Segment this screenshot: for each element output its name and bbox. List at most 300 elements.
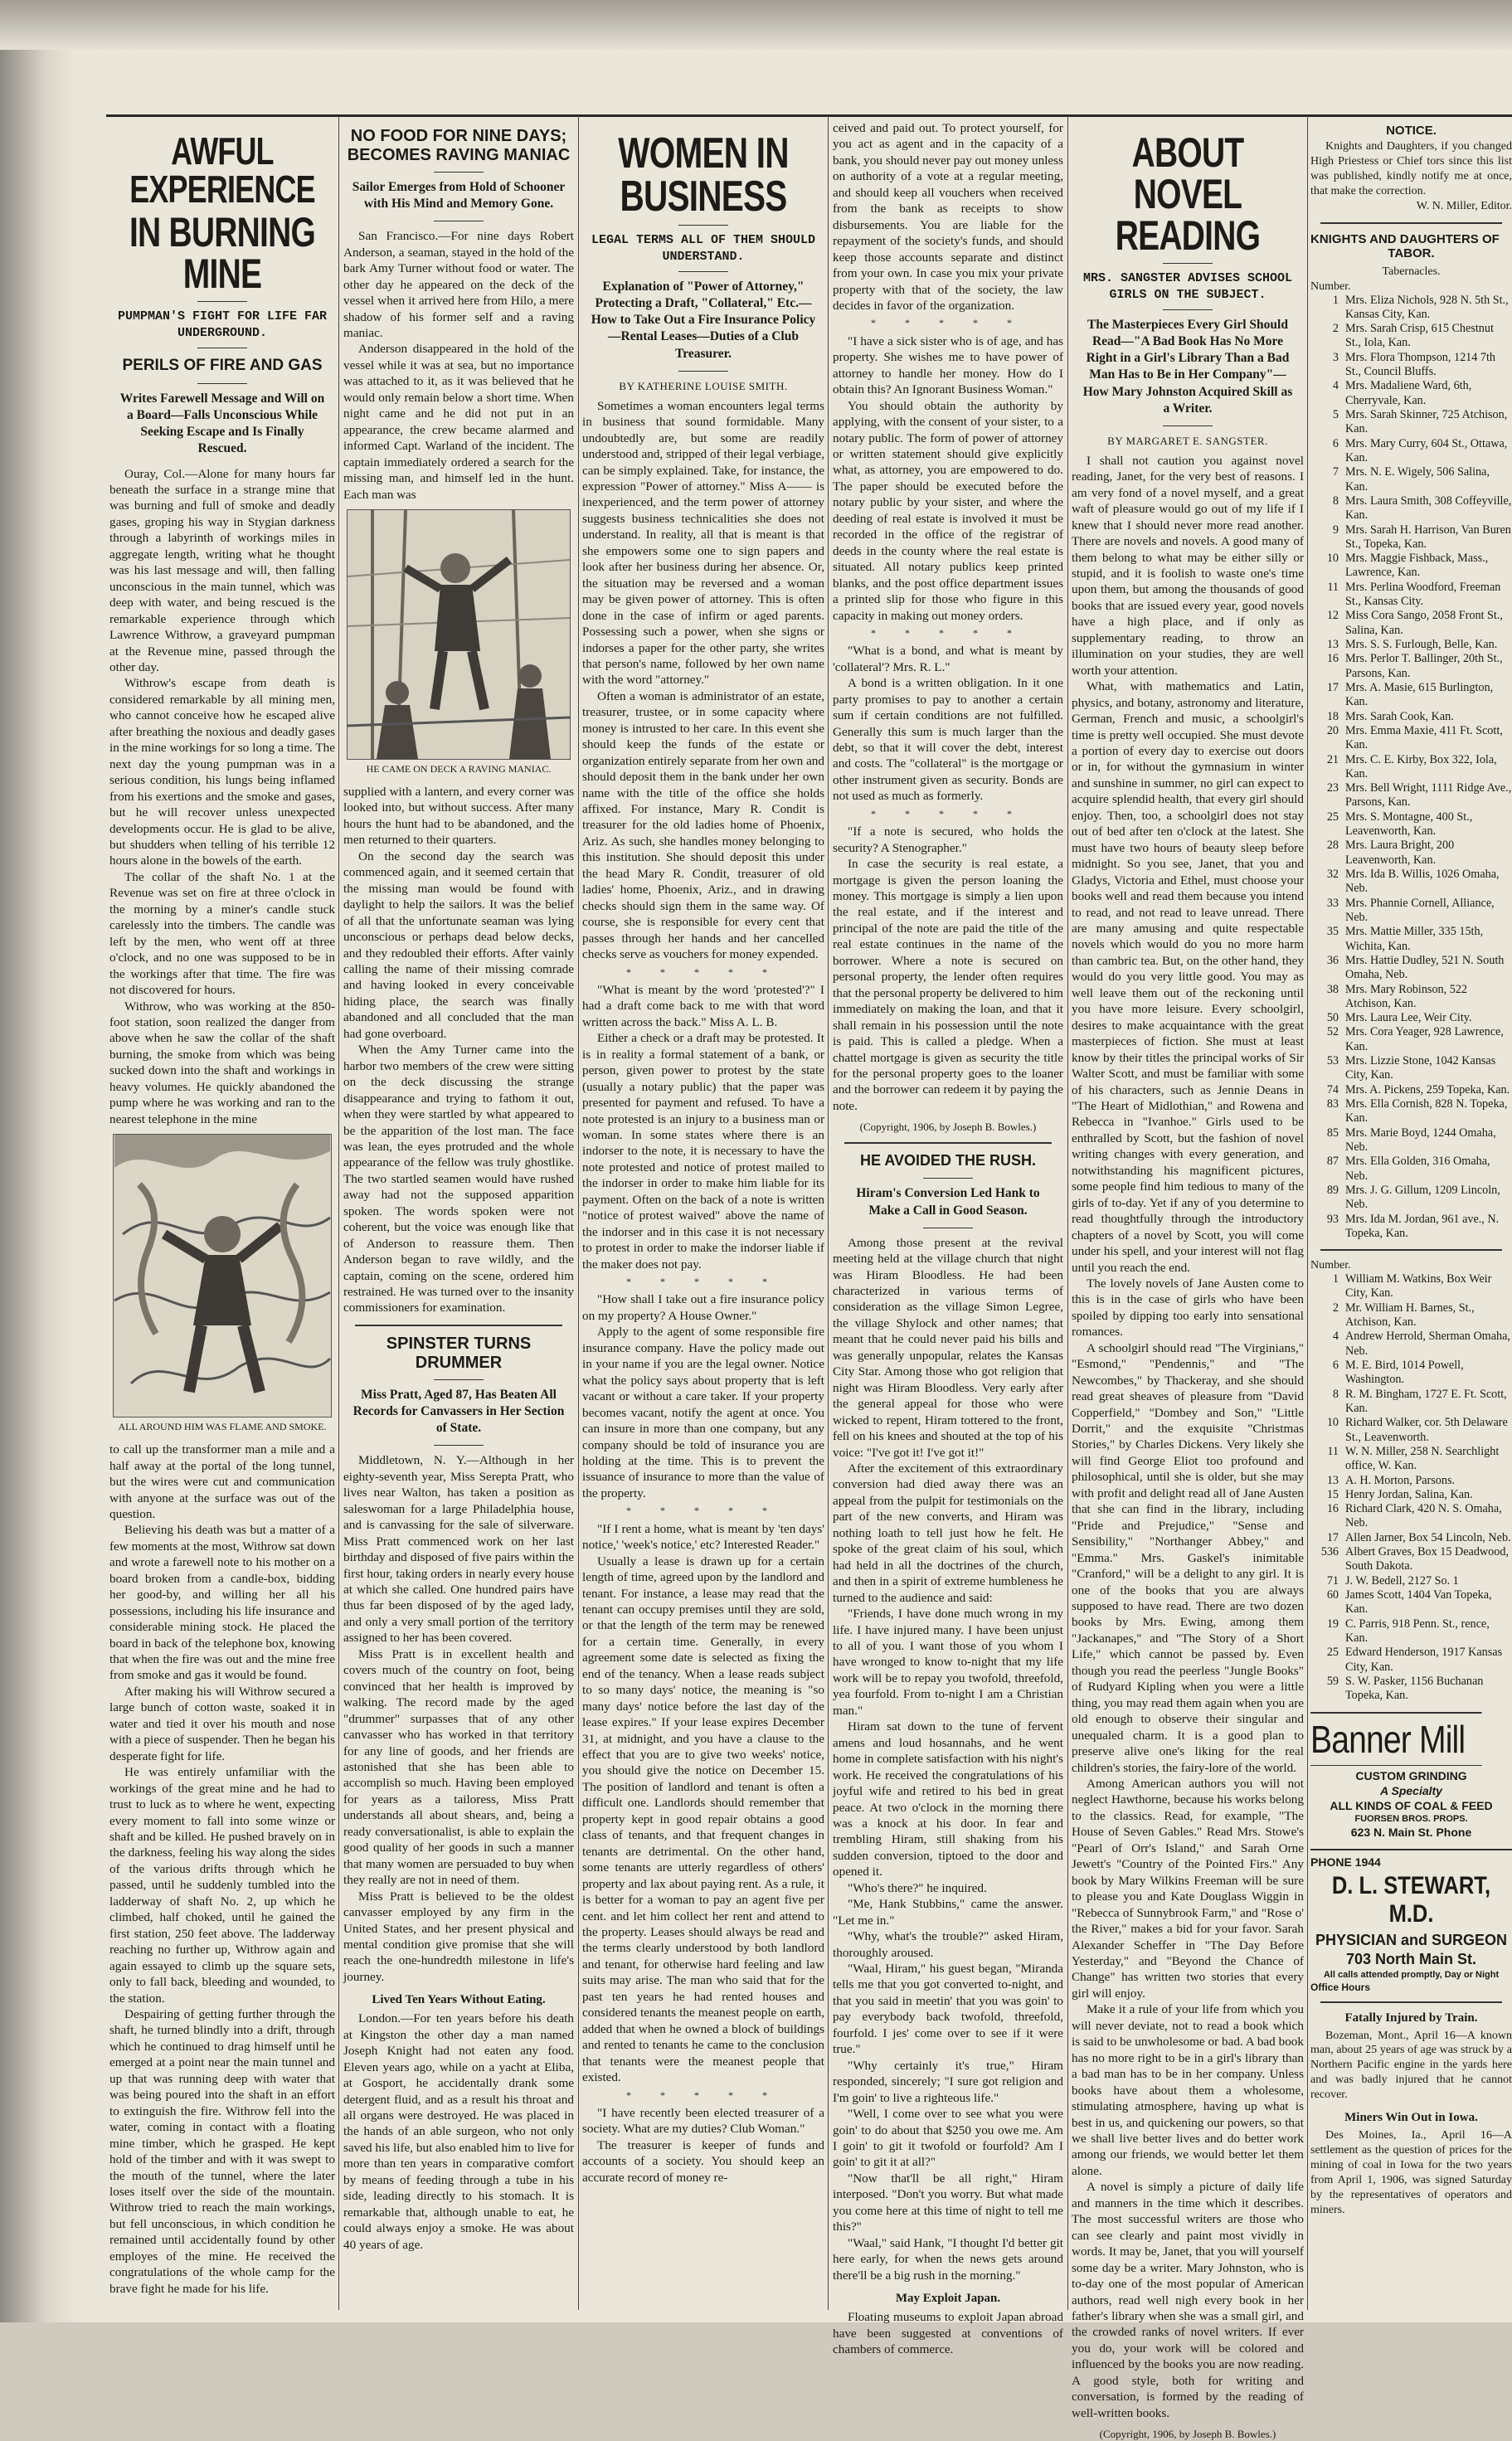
list-item-text: Mrs. J. G. Gillum, 1209 Lincoln, Neb. [1345,1183,1500,1212]
list-item-number: 25 [1326,1646,1339,1660]
list-item-text: Andrew Herrold, Sherman Omaha, Neb. [1345,1330,1510,1358]
headline: AWFUL EXPERIENCE [129,129,315,211]
paragraph: On the second day the search was commenced again, and it seemed certain that the missing man would be found with daylight to help the sailors. It was the belief of all that the unfortunate seaman was lying unconscious or perhaps dead below decks, and they redoubled their efforts. After vainly calling the name of their missing comrade and having looked in every conceivable hiding place, the search was finally abandoned and all concluded that the man had gone overboard. [343,849,574,1041]
divider [355,1325,562,1326]
list-item-text: Edward Henderson, 1917 Kansas City, Kan. [1345,1646,1503,1674]
divider [197,383,247,384]
list-item-text: Mrs. Cora Yeager, 928 Lawrence, Kan. [1345,1025,1504,1053]
list-item-text: Mrs. Laura Bright, 200 Leavenworth, Kan. [1345,839,1455,867]
subheadline: PUMPMAN'S FIGHT FOR LIFE FAR UNDERGROUND. [117,309,328,340]
list-item-text: Mrs. Marie Boyd, 1244 Omaha, Neb. [1345,1126,1496,1154]
paragraph: He was entirely unfamiliar with the workings of the great mine and he had to trust to luck as to where he went, expecting every moment to fall into some winze or shaft and be killed. He pushed bravely on in the darkness, feeling his way along the sides of the various drifts through which he passed, until he suddenly tumbled into the ladderway of shaft No. 2, up which he climbed, half choked, until he gained the first station, 250 feet above. The ladderway reaching no further up, Withrow again and again essayed to climb up the square sets, only to fall back, bleeding and wounded, to the station. [109,1765,335,2006]
list-item [1310,351,1512,380]
list-item-number: 536 [1320,1545,1339,1559]
phone-number: PHONE 1944 [1310,1855,1381,1869]
paragraph: Miss Pratt is believed to be the oldest canvasser employed by any firm in the United States, and her present physical and mental condition give promise that she will reach the one-hundredth milestone in life's journey. [343,1889,574,1984]
list-item [1310,322,1512,351]
headline: SPINSTER TURNS DRUMMER [386,1334,532,1372]
list-item-number: 4 [1332,379,1339,393]
list-item-number: 17 [1326,680,1339,694]
article-body [833,120,1063,1114]
page-top-edge [0,0,1512,50]
column-novel-reading [1072,120,1304,2441]
list-item-number: 17 [1326,1530,1339,1544]
list-item-text: Mrs. C. E. Kirby, Box 322, Iola, Kan. [1345,752,1497,780]
list-item-number: 1 [1332,293,1339,307]
list-item [1310,494,1512,523]
list-item-number: 53 [1326,1054,1339,1068]
list-item [1310,1126,1512,1155]
list-item-number: 32 [1326,868,1339,882]
list-item [1310,925,1512,954]
list-item-number: 36 [1326,953,1339,967]
list-item [1310,1617,1512,1646]
list-item [1310,954,1512,983]
list-item-text: Mrs. Eliza Nichols, 928 N. 5th St., Kansas City, Kan. [1345,293,1509,321]
paragraph: A novel is simply a picture of daily life and manners in the time which it describes. The most successful writers are those who can see clearly and paint most vividly in words. It may be, Janet, that you will yourself some day be a writer. Mary Johnston, who is to-day one of the most popular of American authors, read well nigh every book in her father's library when she was a small girl, and the crowded ranks of novel writers. If ever you do, your work will be colored and influenced by the books you are now reading. A good style, both for writing and conversation, is formed by the reading of well-written books. [1072,2180,1304,2420]
number-label: Number. [1310,1259,1351,1272]
list-item [1310,753,1512,782]
paragraph: In case the security is real estate, a mortgage is given the person loaning the money. This mortgage is simply a lien upon the real estate, and if the interest and principal of the note are paid the title of the real estate continues in the name of the borrower. Where a note is secured on personal property, the lender often requires that the personal property be delivered to him immediately on making the loan, and that it shall remain in his possession until the note is paid. This is called a pledge. When a chattel mortgage is given as security the title for the personal property goes to the loaner and the borrower can redeem it by paying the note. [833,857,1063,1113]
subheadline-2: PERILS OF FIRE AND GAS [122,357,323,374]
paragraph: Hiram sat down to the tune of fervent amens and loud hosannahs, and he went home in complete satisfaction with his night's work. He received the congratulations of his joyful wife and retired to his bed in great peace. At two o'clock in the morning there was a knock at his door. In fear and trembling Hiram, still shaking from his sudden conversion, tiptoed to the door and opened it. [833,1719,1063,1879]
article-headline: Miners Win Out in Iowa. [1344,2111,1478,2125]
article-body [833,1235,1063,2283]
divider [1320,1249,1502,1251]
list-item-number: 93 [1326,1212,1339,1226]
section-break: * * * * * [871,807,1025,819]
list-item-text: J. W. Bedell, 2127 So. 1 [1345,1573,1459,1588]
list-item-number: 50 [1326,1011,1339,1025]
list-item [1310,810,1512,839]
list-item-number: 71 [1326,1573,1339,1588]
headline: HE AVOIDED THE RUSH. [859,1152,1037,1169]
list-item-number: 21 [1326,752,1339,766]
article-body [109,466,335,1128]
paragraph: "I have recently been elected treasurer of a society. What are my duties? Club Woman." [582,2105,824,2137]
list-item-text: Mrs. Laura Lee, Weir City. [1345,1011,1472,1025]
divider [434,172,484,173]
divider [434,1445,484,1446]
paragraph: Apply to the agent of some responsible fire insurance company. Have the policy made out in your name if you are the legal owner. Notice what the policy says about property that is left vacant or without a care taker. If your property becomes vacant, notify the agent at once. You can insure in more than one company, but any company should be told of insurance you are holding at the time. This is to prevent the issuance of insurance to more than the value of the property. [582,1325,824,1500]
banner-mill-ad-title: Banner Mill [1310,1712,1482,1766]
list-item [1310,1083,1512,1097]
list-item [1310,710,1512,724]
paragraph: When the Amy Turner came into the harbor two members of the crew were sitting on the deck discussing the strange disappearance and trying to fathom it out, when they were startled by what appeared to be the apparition of the lost man. The face was lean, the eyes protruded and the whole appearance of the fellow was truly ghostlike. The two startled seamen would have rushed away had not the supposed apparition spoken. The words spoken were not coherent, but the voice was enough like that of Anderson to reassure them. Then Anderson began to rave wildly, and the captain, coming on the scene, ordered him restrained. He was turned over to the insanity commissioners for examination. [343,1043,574,1315]
paragraph: "Friends, I have done much wrong in my life. I have injured many. I have been unjust to all of you. I want those of you whom I have wronged to know to-night that my life work will be to repay you twofold, threefold, yea fourfold. From to-night I am a Christian man." [833,1607,1063,1718]
list-item-text: Mrs. Bell Wright, 1111 Ridge Ave., Parsons, Kan. [1345,781,1512,810]
column-women-in-business [582,120,824,2306]
column-mine-story [109,120,335,2306]
section-break: * * * * * [626,1505,780,1517]
list-item [1310,652,1512,681]
list-item [1310,1416,1512,1445]
list-item-number: 20 [1326,723,1339,737]
list-item-number: 10 [1326,552,1339,566]
paragraph: Make it a rule of your life from which you will never deviate, not to read a book which is said to be unwholesome or bad. A bad book has no more right to be in a girl's library than a bad man has to be in her company. Unless books have about them a wholesome, stimulating atmosphere, having up what is best in us, and quickening our powers, so that we shall live better lives and do better work among our friends, we would better let them alone. [1072,2002,1304,2178]
article-body [343,1452,574,1985]
paragraph: Bozeman, Mont., April 16—A known man, about 25 years of age was struck by a Northern Pacific engine in the yards here and was badly injured that he cannot recover. [1310,2029,1512,2102]
subheadline: MRS. SANGSTER ADVISES SCHOOL GIRLS ON THE SUBJECT. [1082,271,1293,302]
list-item-text: Mrs. Sarah H. Harrison, Van Buren St., Topeka, Kan. [1345,523,1511,551]
number-label: Number. [1310,280,1351,293]
paragraph: Floating museums to exploit Japan abroad have been suggested at conventions of chambers of commerce. [833,2310,1063,2356]
list-item-number: 2 [1332,322,1339,336]
article-body [833,2309,1063,2357]
divider [678,371,728,372]
list-item-number: 13 [1326,1473,1339,1487]
list-item-text: Mrs. A. Masie, 615 Burlington, Kan. [1345,680,1494,709]
paragraph: Among those present at the revival meeting held at the village church that night was Hiram Bloodless. He had been characterized in various terms of consideration as the village Simon Legree, the village Shylock and other names; that meant that he could never paid his bills and was generally unpopular, relates the Kansas City Star. Among those who got religion that night was Hiram Bloodless. Very early after the general appeal for those who were wicked to repent, Hiram tottered to the front, fell on his knees and shouted at the top of his voice: "I've got it! I've got it!" [833,1235,1063,1460]
subheadline: LEGAL TERMS ALL OF THEM SHOULD UNDERSTAND. [591,233,816,264]
divider [1320,222,1502,224]
article-body [582,398,824,2186]
doctor-title: PHYSICIAN and SURGEON [1315,1931,1508,1948]
list-item-text: Mrs. Perlina Woodford, Freeman St., Kansas City. [1345,580,1501,609]
list-item [1310,1330,1512,1359]
list-item-number: 10 [1326,1416,1339,1430]
list-item [1310,1054,1512,1083]
deck: Sailor Emerges from Hold of Schooner with His Mind and Memory Gone. [352,180,566,212]
divider [197,301,247,302]
paragraph: "Who's there?" he inquired. [848,1880,987,1895]
article-body [343,2011,574,2253]
list-item-number: 16 [1326,1502,1339,1516]
column-sailor-story [343,120,574,2306]
paragraph: The treasurer is keeper of funds and accounts of a society. You should keep an accurate record of money re- [582,2137,824,2185]
headline: ABOUT NOVEL READING [1115,129,1261,259]
article-body [343,228,574,503]
list-item-number: 85 [1326,1126,1339,1140]
list-item-number: 4 [1332,1330,1339,1344]
copyright-line: (Copyright, 1906, by Joseph B. Bowles.) [859,1121,1037,1134]
paragraph: Withrow, who was working at the 850-foot station, soon realized the danger from above when he saw the collar of the shaft burning, the smoke from which was being sucked down into the shaft and workings in heavy volumes. He quickly abandoned the pump where he was working and ran to the nearest telephone in the mine [109,999,335,1126]
list-item-text: Richard Clark, 420 N. S. Omaha, Neb. [1345,1502,1502,1530]
list-item-text: Mrs. Ella Golden, 316 Omaha, Neb. [1345,1155,1490,1183]
list-item [1310,724,1512,753]
tabernacle-list [1310,294,1512,1242]
list-item-number: 59 [1326,1674,1339,1688]
list-item [1310,1388,1512,1417]
list-item-text: Miss Cora Sango, 2058 Front St., Salina, Kan. [1345,609,1503,637]
list-item-number: 8 [1332,1387,1339,1401]
list-item-number: 52 [1326,1025,1339,1039]
list-item-number: 74 [1326,1082,1339,1097]
ad-line: CUSTOM GRINDING [1355,1768,1467,1782]
paragraph: "If I rent a home, what is meant by 'ten days' notice,' 'week's notice,' etc? Interested Reader." [582,1521,824,1553]
doctor-calls: All calls attended promptly, Day or Night [1323,1969,1500,1980]
page-left-edge [0,0,75,2322]
list-item-number: 60 [1326,1588,1339,1602]
paragraph: Ouray, Col.—Alone for many hours far beneath the surface in a strange mine that was burning and full of smoke and deadly gases, groping his way in Stygian darkness through a labyrinth of workings miles in aggregate length, writing what he thought was his last message and will, then falling unconscious in the main tunnel, which was deep with water, and being rescued is the remarkable experience through which Lawrence Withrow, a graveyard pumpman at the Revenue mine, passed through the other day. [109,466,335,674]
divider [1163,263,1213,264]
paragraph: Often a woman is administrator of an estate, treasurer, trustee, or in some capacity where money is intrusted to her care. In this event she should keep the funds of the estate or organization entirely separate from her own and should deposit them in the bank under her own name with the title of the office she holds affixed. For instance, Mary R. Condit is treasurer for the old ladies home of Phoenix, Ariz. As such, she handles money belonging to this institution. She should deposit this under the head Mary R. Condit, treasurer of old ladies' home, Phoenix, Ariz., and in drawing checks should sign them in the same way. Of course, she is responsible for every cent that passes through her hands and her cancelled checks serve as vouchers for money expended. [582,688,824,962]
list-item-text: Mrs. Flora Thompson, 1214 7th St., Council Bluffs. [1345,350,1496,379]
list-item-number: 8 [1332,494,1339,508]
list-item [1310,1588,1512,1617]
illustration-sailor-on-deck [347,509,571,760]
byline: BY MARGARET E. SANGSTER. [1107,434,1268,447]
article-headline: Lived Ten Years Without Eating. [372,1993,546,2007]
paragraph: "Now that'll be all right," Hiram interposed. "Don't you worry. But what made you come here at this time of night to tell me this?" [833,2171,1063,2234]
paragraph: Either a check or a draft may be protested. It is in reality a formal statement of a bank, or person, given power to protest by the state (usually a notary public) that the paper was presented for payment and refused. To have a note protested is an injury to a business man or woman. In some states where there is an indorser to the note, it is necessary to have the note protested and notice of protest mailed to the indorser in order to make him liable for its payment. Often on the back of a note is written "notice of protest waived" above the name of the indorser and in this case it is not necessary to protest in order to make the indorser liable if the maker does not pay. [582,1031,824,1272]
paragraph: After making his will Withrow secured a large bunch of cotton waste, soaked it in water and tied it over his mouth and nose with a piece of suspender. Then he began his desperate fight for life. [109,1684,335,1763]
list-item-text: Mrs. Madaliene Ward, 6th, Cherryvale, Kan. [1345,379,1472,407]
list-item-text: Mrs. Emma Maxie, 411 Ft. Scott, Kan. [1345,723,1503,752]
list-item-text: Mrs. S. S. Furlough, Belle, Kan. [1345,638,1498,652]
list-item-number: 11 [1327,1444,1339,1458]
list-item-number: 33 [1326,896,1339,910]
paragraph: Middletown, N. Y.—Although in her eighty-seventh year, Miss Serepta Pratt, who lives near Walton, has taken a position as saleswoman for a large Philadelphia house, and is canvassing for the sale of silverware. Miss Pratt commenced work on her last birthday and disposed of five pairs within the first hour, taking orders in nearly every house at which she called. One hundred pairs have thus far been disposed of by the aged lady, and only a very small portion of the territory assigned to her has been covered. [343,1453,574,1646]
list-item [1310,1646,1512,1675]
paragraph: You should obtain the authority by applying, with the consent of your sister, to a notary public. The form of power of attorney or written statement should give explicitly what, as attorney, you are empowered to do. The paper should be executed before the notary public by your sister, and where the deeding of real estate is involved it must be recorded in the office of the registrar of deeds in the county where the real estate is situated. All notary publics keep printed blanks, and the post office department issues a printed slip for those who figure in this capacity in making out money orders. [833,398,1063,623]
paragraph: Des Moines, Ia., April 16—A settlement as the question of prices for the mining of coal in Iowa for the two years from April 1, 1906, was signed Saturday by the representatives of operators and miners. [1310,2129,1512,2216]
article-headline: May Exploit Japan. [895,2292,1001,2306]
list-item-number: 35 [1326,925,1339,939]
list-item [1310,408,1512,437]
list-item-text: Albert Graves, Box 15 Deadwood, South Dakota. [1345,1545,1510,1573]
section-break: * * * * * [626,965,780,978]
deck: Hiram's Conversion Led Hank to Make a Call in Good Season. [856,1186,1040,1218]
list-item [1310,1474,1512,1488]
list-item-text: Mrs. Mary Curry, 604 St., Ottawa, Kan. [1345,436,1508,464]
list-item [1310,1213,1512,1242]
lodge-title-2: TABOR. [1388,246,1435,260]
paragraph: Usually a lease is drawn up for a certain length of time, agreed upon by the landlord and tenant. For instance, a lease may read that the tenant can occupy premises until they are sold, or that the length of the term may be renewed for a certain time. Generally, in every agreement some date is selected as fixing the end of the tenancy. When a lease reads subject to so many days' notice, the meaning is "so many days' notice before the last day of the lease expires." If your lease expires December 31, at midnight, and you have a clause to the effect that you are to give two weeks' notice, you should give the notice on December 15. The position of landlord and tenant is often a difficult one. Landlords should remember that property kept in good repair obtains a good class of tenants, and that frequent changes in tenants are detrimental. On the other hand, some tenants are utterly regardless of others' property and lax about paying rent. As a rule, it is better for a woman to pay an agent five per cent. and let him collect her rent and attend to the property. Leases should always be read and the terms clearly understood by both landlord and tenant, for otherwise hard feeling and law suits may arise. The man who said that for the past ten years he had rented houses and considered tenants the meanest people on earth, added that when he owned a block of buildings and rented to tenants he came to the conclusion that tenants were the meanest people that existed. [582,1554,824,2085]
list-item-text: Mrs. A. Pickens, 259 Topeka, Kan. [1345,1082,1510,1097]
list-item [1310,1011,1512,1025]
list-item [1310,552,1512,581]
list-item-text: Mrs. Ella Cornish, 828 N. Topeka, Kan. [1345,1097,1508,1126]
article-body [1310,2128,1512,2217]
paragraph: Withrow's escape from death is considered remarkable by all mining men, who cannot conceive how he escaped alive after breathing the noxious and deadly gases in the mine workings for so long a time. The next day the young pumpman was in a serious condition, his lungs being inflamed from his exertions and the smoke and gases, but he will recover unless unexpected developments occur. He is glad to be alive, but shudders when telling of his terrible 12 hours alone in the bowels of the earth. [109,676,335,868]
list-item-text: R. M. Bingham, 1727 E. Ft. Scott, Kan. [1345,1387,1507,1415]
paragraph: "If a note is secured, who holds the security? A Stenographer." [833,824,1063,855]
column-rule [1067,116,1068,2310]
list-item [1310,609,1512,638]
list-item-number: 83 [1326,1097,1339,1111]
paragraph: What, with mathematics and Latin, physics, and botany, astronomy and literature, German, French and music, a schoolgirl's time is pretty well occupied. She must devote a portion of every day to exercise out doors or in, for without the gymnasium in winter and sunshine in summer, no girl can expect to acquire splendid health, that every girl should enjoy. Then, too, a schoolgirl does not stay out of bed after ten o'clock at the latest. She must have two hours of beauty sleep before midnight. So you see, Janet, that you and Gladys, Victoria and Ethel, must choose your books well and read them because you intend to read, and not read to leave unread. There are many amusing and quite respectable novels which would do you no more harm than cambric tea. But, on the other hand, they would do you very little good. You may as well leave them out of the reckoning until you have more leisure. Every schoolgirl, desires to make acquaintance with the great masterpieces of fiction. She must at least know by their titles the principal works of Sir Walter Scott, and must be familiar with some of his characters, such as Jennie Deans in "The Heart of Midlothian," and Rowena and Rebecca in "Ivanhoe." Girls used to be enthralled by Scott, but the fashion of novel writing changes with every generation, and notwithstanding his magnificent pictures, some people find him tedious to many of the girls of to-day. Yet if any of you determine to read thoughtfully through the introductory chapters of a novel by Scott, you will come under his spell, and your interest will not flag until you reach the end. [1072,679,1304,1275]
list-item-text: Mrs. Laura Smith, 308 Coffeyville, Kan. [1345,494,1512,523]
list-item [1310,1272,1512,1301]
list-item [1310,294,1512,323]
list-item [1310,465,1512,494]
divider [434,1379,484,1380]
list-item-number: 18 [1326,709,1339,723]
list-item [1310,1574,1512,1588]
paragraph: A bond is a written obligation. In it one party promises to pay to another a certain sum if certain conditions are not fulfilled. Generally this sum is much larger than the debt, so that it will cover the debt, interest and costs. The "collateral" is the mortgage or other instrument given as security. Bonds are not used as much as formerly. [833,676,1063,804]
list-item [1310,523,1512,552]
list-item-text: Mrs. Sarah Cook, Kan. [1345,709,1454,723]
list-item-number: 7 [1332,465,1339,479]
list-item-text: Mrs. Mary Robinson, 522 Atchison, Kan. [1345,982,1468,1010]
list-item [1310,1545,1512,1574]
divider [678,271,728,272]
list-item-number: 25 [1326,810,1339,824]
doctor-address: 703 North Main St. [1345,1950,1477,1967]
list-item-number: 13 [1326,638,1339,652]
illustration-caption: HE CAME ON DECK A RAVING MANIAC. [366,762,552,775]
list-item [1310,1488,1512,1502]
paragraph: Miss Pratt is in excellent health and covers much of the country on foot, being convinced that her health is improved by walking. The record made by the aged "drummer" surpasses that of any other canvasser who has worked in that territory for any line of goods, and her friends are astonished that she has been able to accomplish so much. Having been employed for years as a tailoress, Miss Pratt understands all about shears, and, being a ready conversationalist, is able to explain the good quality of her goods in such a manner that many women are persuaded to buy when they really are not in need of them. [343,1646,574,1888]
illustration-caption: ALL AROUND HIM WAS FLAME AND SMOKE. [118,1421,327,1433]
list-item [1310,437,1512,466]
paragraph: After the excitement of this extraordinary conversion had died away there was an appeal from the pulpit for testimonials on the part of the new converts, and Hiram was nothing loath to tell just how he felt. He spoke of the great claim of his soul, which had held in all the doctrines of the church, and then in a spirit of extreme humbleness he turned to the audience and said: [833,1461,1063,1605]
list-item-number: 2 [1332,1301,1339,1315]
list-item [1310,781,1512,810]
article-body-continued [109,1442,335,2297]
paragraph: "Why, what's the trouble?" asked Hiram, thoroughly aroused. [833,1929,1063,1960]
notice-signature: W. N. Miller, Editor. [1416,199,1512,212]
list-item-text: Mrs. Sarah Crisp, 615 Chestnut St., Iola, Kan. [1345,322,1494,350]
list-item [1310,1675,1512,1704]
list-item [1310,1301,1512,1330]
list-item-text: M. E. Bird, 1014 Powell, Washington. [1345,1359,1464,1387]
knights-list [1310,1272,1512,1703]
deck: Writes Farewell Message and Will on a Board—Falls Unconscious While Seeking Escape and Is Finally Rescued. [119,391,325,456]
list-item-number: 3 [1332,350,1339,364]
notice-text [1310,139,1512,214]
list-item-number: 23 [1326,781,1339,795]
list-item-text: James Scott, 1404 Van Topeka, Kan. [1345,1588,1492,1617]
column-rule [1307,116,1308,2310]
ad-line: FUORSEN BROS. PROPS. [1354,1813,1468,1824]
paragraph: "I have a sick sister who is of age, and has property. She wishes me to have power of attorney to handle her money. How do I obtain this? An Ignorant Business Woman." [833,333,1063,397]
column-rule [578,116,579,2310]
list-item-number: 9 [1332,523,1339,537]
article-body [1072,453,1304,2421]
deck: Explanation of "Power of Attorney," Protecting a Draft, "Collateral," Etc.—How to Take Out a Fire Insurance Policy—Rental Leases—Duties of a Club Treasurer. [591,280,816,361]
list-item-text: Mrs. Phannie Cornell, Alliance, Neb. [1345,896,1495,924]
divider [1320,2001,1502,2003]
section-break: * * * * * [871,317,1025,329]
list-item [1310,1097,1512,1126]
ad-line: A Specialty [1380,1783,1442,1797]
office-hours: Office Hours [1310,1981,1371,1993]
list-item [1310,638,1512,652]
list-item [1310,983,1512,1012]
list-item [1310,379,1512,408]
article-body [1310,2029,1512,2103]
list-item-text: Mr. William H. Barnes, St., Atchison, Kan. [1345,1301,1475,1330]
paragraph: San Francisco.—For nine days Robert Anderson, a seaman, stayed in the hold of the bark Amy Turner without food or water. The other day he appeared on the deck of the vessel when it arrived here from Hilo, a mere shadow of his former self and a raving maniac. [343,229,574,340]
divider [923,1178,973,1179]
list-item-text: Henry Jordan, Salina, Kan. [1345,1487,1473,1501]
paragraph: Despairing of getting further through the shaft, he turned blindly into a drift, through which he continued to drag himself until he emerged at a point near the main tunnel and up that was running deep with water that was being poured into the shaft in an effort to extinguish the fire. Withrow fell into the water, coming in contact with a floating mine timber, which he grasped. He kept hold of the timber and with it was swept to the mouth of the tunnel, where the later loses itself over the side of the mountain. Withrow tried to reach the main workings, but fell unconscious, in which condition he remained until accidentally found by other employes of the mine. He received the congratulations of the whole camp for the brave fight he made for his life. [109,2007,335,2296]
paragraph: "Waal, Hiram," his guest began, "Miranda tells me that you got converted to-night, and that you said in meetin' that you was goin' to pay everybody back twofold, threefold, fourfold. I jes' come over to see if it were true." [833,1962,1063,2057]
list-item [1310,1155,1512,1184]
list-item-number: 11 [1327,580,1339,594]
list-item-text: Mrs. Perlor T. Ballinger, 20th St., Parsons, Kan. [1345,652,1503,680]
paragraph: "Me, Hank Stubbins," came the answer. "Let me in." [833,1897,1063,1928]
headline: WOMEN IN BUSINESS [618,129,789,221]
divider [678,225,728,226]
paragraph: Knights and Daughters, if you changed High Priestess or Chief tors since this list was published, kindly notify me at once, that make the correction. [1310,140,1512,197]
column-notices-and-ads [1310,120,1512,2306]
list-item-text: Mrs. Hattie Dudley, 521 N. South Omaha, Neb. [1345,953,1505,982]
list-item-text: Mrs. Mattie Miller, 335 15th, Wichita, Kan. [1345,925,1484,953]
list-item [1310,681,1512,710]
copyright-line: (Copyright, 1906, by Joseph B. Bowles.) [1099,2428,1276,2441]
ad-line: ALL KINDS OF COAL & FEED [1330,1798,1493,1812]
article-headline: Fatally Injured by Train. [1344,2011,1478,2025]
column-business-continued [833,120,1063,2356]
paragraph: supplied with a lantern, and every corner was looked into, but without success. After many hours the hunt had to be abandoned, and the men returned to their quarters. [343,784,574,848]
section-break: * * * * * [871,626,1025,639]
doctor-ad [1310,1849,1512,1993]
paragraph: The collar of the shaft No. 1 at the Revenue was set on fire at three o'clock in the morning by a miner's candle stuck carelessly into the timbers. The candle was left by the men, who went off at three o'clock, and no one was supposed to be in the workings after that time. The fire was not discovered for hours. [109,869,335,998]
list-item-text: Mrs. Maggie Fishback, Mass., Lawrence, Kan. [1345,552,1489,580]
list-item [1310,897,1512,926]
paragraph: ceived and paid out. To protect yourself, for you act as agent and in the capacity of a bank, you should never pay out money unless on authority of a vote at a regular meeting, and should keep all vouchers when received from the bank as receipts to show disbursements. You are liable for the repayment of the society's funds, and should keep those accounts separate and distinct from your own. In case you mix your private property with that of the society, the law decides in favor of the organization. [833,121,1063,313]
paragraph: "What is a bond, and what is meant by 'collateral'? Mrs. R. L." [833,644,1063,674]
list-item-text: Mrs. Ida M. Jordan, 961 ave., N. Topeka, Kan. [1345,1212,1500,1240]
paragraph: Sometimes a woman encounters legal terms in business that sound formidable. Many undoubtedly are, but some are readily understood and, stripped of their legal verbiage, can be simply explained. Take, for instance, the expression "Power of attorney." Miss A—— is inexperienced, and the term power of attorney suggests business technicalities she does not understand. In reality, all that is meant is that she empowers some one to sign papers and look after her business during her absence. Or, the situation may be reversed and a woman may be given power of attorney. This is often done in the case of infirm or aged parents. Possessing such a power, when she signs or indorses a paper for the other party, she writes that person's name, followed by her own name with the word "attorney." [582,398,824,688]
list-item [1310,1445,1512,1474]
list-item-number: 16 [1326,652,1339,666]
paragraph: "Why certainly it's true," Hiram responded, sincerely; "I sure got religion and I'm goin' to live a righteous life." [833,2058,1063,2105]
deck: The Masterpieces Every Girl Should Read—"A Bad Book Has No More Right in a Girl's Library Than a Bad Man Has to Be in Her Company"—How Mary Johnston Acquired Skill as a Writer. [1082,318,1293,416]
list-item [1310,1184,1512,1213]
list-item-number: 19 [1326,1617,1339,1631]
list-item-text: S. W. Pasker, 1156 Buchanan Topeka, Kan. [1345,1674,1484,1703]
paragraph: "Waal," said Hank, "I thought I'd better git here early, for when the news gets around there'll be a big rush in the morning." [833,2235,1063,2283]
section-label: Tabernacles. [1382,265,1441,278]
illustration-miner-in-flames [113,1134,332,1417]
list-item-number: 89 [1326,1183,1339,1197]
list-item-text: Allen Jarner, Box 54 Lincoln, Neb. [1345,1530,1511,1544]
paragraph: Believing his death was but a matter of a few moments at the most, Withrow sat down and wrote a farewell note to his mother on a board broken from a candle-box, bidding her good-by, and willing her all his possessions, including his life insurance and considerable mining stock. He placed the board in back of the telephone box, knowing that when the fire was out and the mine free from smoke and gas it would be found. [109,1523,335,1683]
list-item-number: 87 [1326,1155,1339,1169]
list-item-number: 12 [1326,609,1339,623]
list-item-number: 6 [1332,1359,1339,1373]
list-item-text: Richard Walker, cor. 5th Delaware St., Leavenworth. [1345,1416,1508,1444]
column-rule [828,116,829,2310]
section-break: * * * * * [626,1276,780,1288]
column-rule [338,116,339,2310]
paragraph: "Well, I come over to see what you were goin' to do about that $250 you owe me. Am I goin' to git it twofold or fourfold? Am I goin' to git it at all?" [833,2107,1063,2170]
list-item-number: 15 [1326,1487,1339,1501]
ad-line: 623 N. Main St. Phone [1350,1825,1472,1839]
lodge-title: KNIGHTS AND DAUGHTERS OF [1310,231,1500,246]
list-item-text: C. Parris, 918 Penn. St., rence, Kan. [1345,1617,1490,1645]
list-item-number: 5 [1332,408,1339,422]
paragraph: Anderson disappeared in the hold of the vessel while it was at sea, but no importance was attached to it, as it was believed that he would only remain below a short time. When night came and he did not put in an appearance, the crew became alarmed and informed Capt. Warland of the incident. The captain immediately ordered a search for the missing man, and himself led in the hunt. Each man was [343,342,574,502]
list-item [1310,1531,1512,1545]
list-item [1310,868,1512,897]
list-item-text: Mrs. S. Montagne, 400 St., Leavenworth, Kan. [1345,810,1473,839]
list-item-text: Mrs. N. E. Wigely, 506 Salina, Kan. [1345,465,1490,494]
list-item-number: 6 [1332,436,1339,450]
paragraph: The lovely novels of Jane Austen come to this is in the case of girls who have been spoiled by dipping too early into sensational romances. [1072,1276,1304,1340]
paragraph: "What is meant by the word 'protested'?" I had a draft come back to me with that word written across the back." Miss A. L. B. [582,982,824,1029]
list-item [1310,1502,1512,1531]
headline-line-2: IN BURNING MINE [129,209,316,297]
top-rule [106,114,1512,117]
list-item [1310,581,1512,610]
list-item-text: Mrs. Ida B. Willis, 1026 Omaha, Neb. [1345,868,1500,896]
divider [1163,309,1213,310]
paragraph: I shall not caution you against novel reading, Janet, for the very best of reasons. I am very fond of a novel myself, and a great waft of pleasure would go out of my life if I knew that I should never more read another. There are novels and novels. A good many of them belong to what may be either silly or stupid, and it is foolish to waste one's time upon them, but among the thousands of good books that are issued every year, good novels have a high place, and if only as supplementary reading, to throw an illumination on your studies, they are well worth your attention. [1072,453,1304,678]
list-item-number: 1 [1332,1272,1339,1286]
list-item-text: William M. Watkins, Box Weir City, Kan. [1345,1272,1492,1301]
notice-title: NOTICE. [1386,124,1437,138]
list-item [1310,1025,1512,1054]
list-item-text: Mrs. Sarah Skinner, 725 Atchison, Kan. [1345,408,1508,436]
deck: Miss Pratt, Aged 87, Has Beaten All Records for Canvassers in Her Section of State. [352,1387,565,1436]
paragraph: "How shall I take out a fire insurance policy on my property? A House Owner." [582,1292,824,1323]
paragraph: A schoolgirl should read "The Virginians," "Esmond," "Pendennis," and "The Newcombes," by Thackeray, and she should read great sheaves of pleasure from "David Copperfield," "Dombey and Son," "Little Dorrit," and the exquisite "Christmas Stories," by Charles Dickens. Very likely she will find George Eliot too profound and philosophical, until she is older, but she may with profit and delight read all of Jane Austen that she can find in the library, including "Pride and Prejudice," "Sense and Sensibility," "Northanger Abbey," and "Emma." Mrs. Gaskel's inimitable "Cranford," will be a delight to any girl. It is one of the books that you are always supposed to have read. There are two dozen books by Mrs. Ewing, among them "Jackanapes," and "The Story of a Short Life," which cannot be passed by. Even though you read the peerless "Jungle Books" of Rudyard Kipling when you were a little thing, you may read them again when you are old enough to observe their singular and unequaled charm. It is a good plan to preserve alive one's liking for the real children's stories, the fairy-lore of the world. [1072,1340,1304,1775]
